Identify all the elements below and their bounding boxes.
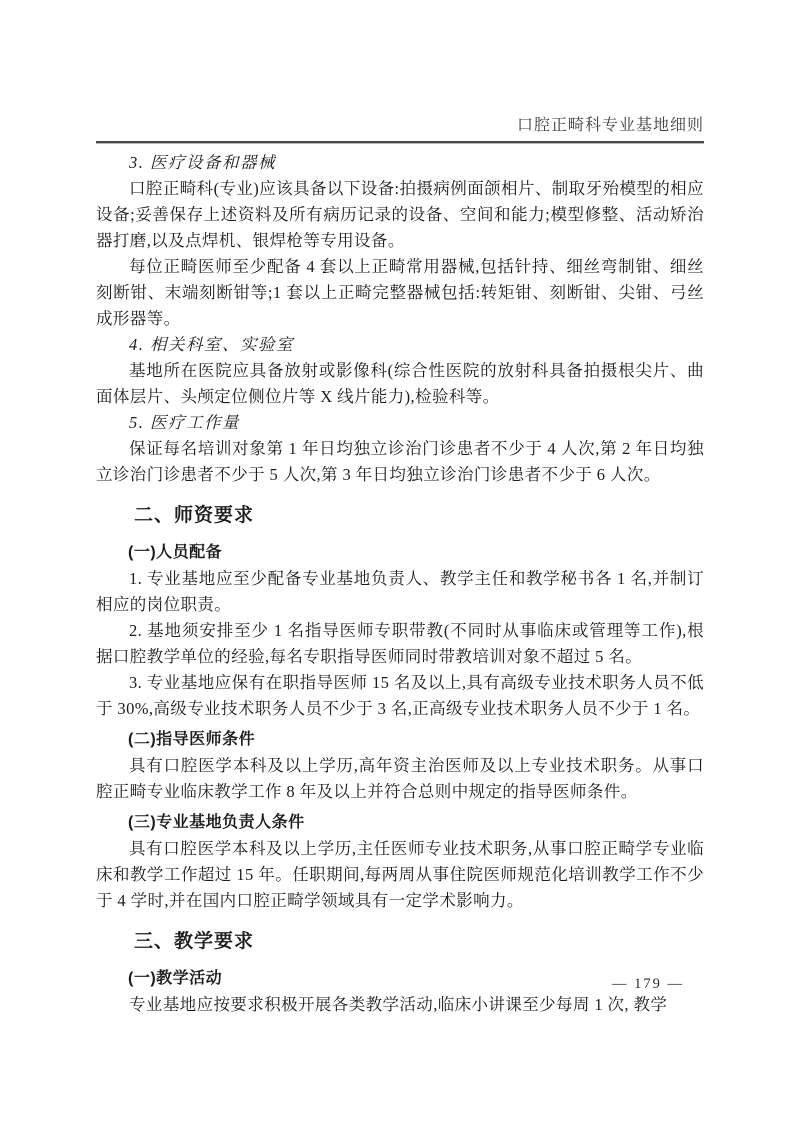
body-paragraph: 具有口腔医学本科及以上学历,主任医师专业技术职务,从事口腔正畸学专业临床和教学工作超过 15 年。任职期间,每两周从事住院医师规范化培训教学工作不少于 4 学时,并在国内口腔正畸学领域具有一定学术影响力。 (96, 839, 704, 910)
body-paragraph: 1. 专业基地应至少配备专业基地负责人、教学主任和教学秘书各 1 名,并制订相应的岗位职责。 (96, 569, 704, 614)
section-heading: 二、师资要求 (134, 505, 255, 526)
subsection-heading: (三)专业基地负责人条件 (128, 814, 305, 831)
body-paragraph: 具有口腔医学本科及以上学历,高年资主治医师及以上专业技术职务。从事口腔正畸专业临床教学工作 8 年及以上并符合总则中规定的指导医师条件。 (96, 756, 704, 801)
body-paragraph: 口腔正畸科(专业)应该具备以下设备:拍摄病例面颌相片、制取牙殆模型的相应设备;妥善保存上述资料及所有病历记录的设备、空间和能力;模型修整、活动矫治器打磨,以及点焊机、银焊枪等专用设备。 (96, 179, 704, 250)
body-paragraph: 2. 基地须安排至少 1 名指导医师专职带教(不同时从事临床或管理等工作),根据口腔教学单位的经验,每名专职指导医师同时带教培训对象不超过 5 名。 (96, 621, 704, 666)
section-heading: 三、教学要求 (134, 931, 255, 952)
numbered-item-heading: 3. 医疗设备和器械 (129, 153, 276, 172)
running-head-title: 口腔正畸科专业基地细则 (516, 117, 704, 134)
body-paragraph: 3. 专业基地应保有在职指导医师 15 名及以上,具有高级专业技术职务人员不低于 30%,高级专业技术职务人员不少于 3 名,正高级专业技术职务人员不少于 1 名。 (96, 673, 704, 718)
page-header (96, 112, 704, 144)
body-paragraph: 每位正畸医师至少配备 4 套以上正畸常用器械,包括针持、细丝弯制钳、细丝刻断钳、末端刻断钳等;1 套以上正畸完整器械包括:转矩钳、刻断钳、尖钳、弓丝成形器等。 (96, 257, 704, 328)
body-paragraph: 基地所在医院应具备放射或影像科(综合性医院的放射科具备拍摄根尖片、曲面体层片、头颅定位侧位片等 X 线片能力),检验科等。 (96, 361, 704, 406)
numbered-item-heading: 5. 医疗工作量 (129, 413, 240, 432)
numbered-item-heading: 4. 相关科室、实验室 (129, 335, 294, 354)
page-number: — 179 — (612, 976, 684, 992)
subsection-heading: (一)人员配备 (128, 544, 223, 561)
subsection-heading: (一)教学活动 (128, 970, 223, 987)
header-rule (96, 141, 704, 144)
subsection-heading: (二)指导医师条件 (128, 731, 256, 748)
body-paragraph: 保证每名培训对象第 1 年日均独立诊治门诊患者不少于 4 人次,第 2 年日均独立诊治门诊患者不少于 5 人次,第 3 年日均独立诊治门诊患者不少于 6 人次。 (96, 439, 704, 484)
document-body (96, 150, 704, 1018)
body-paragraph: 专业基地应按要求积极开展各类教学活动,临床小讲课至少每周 1 次, 教学 (129, 995, 668, 1014)
